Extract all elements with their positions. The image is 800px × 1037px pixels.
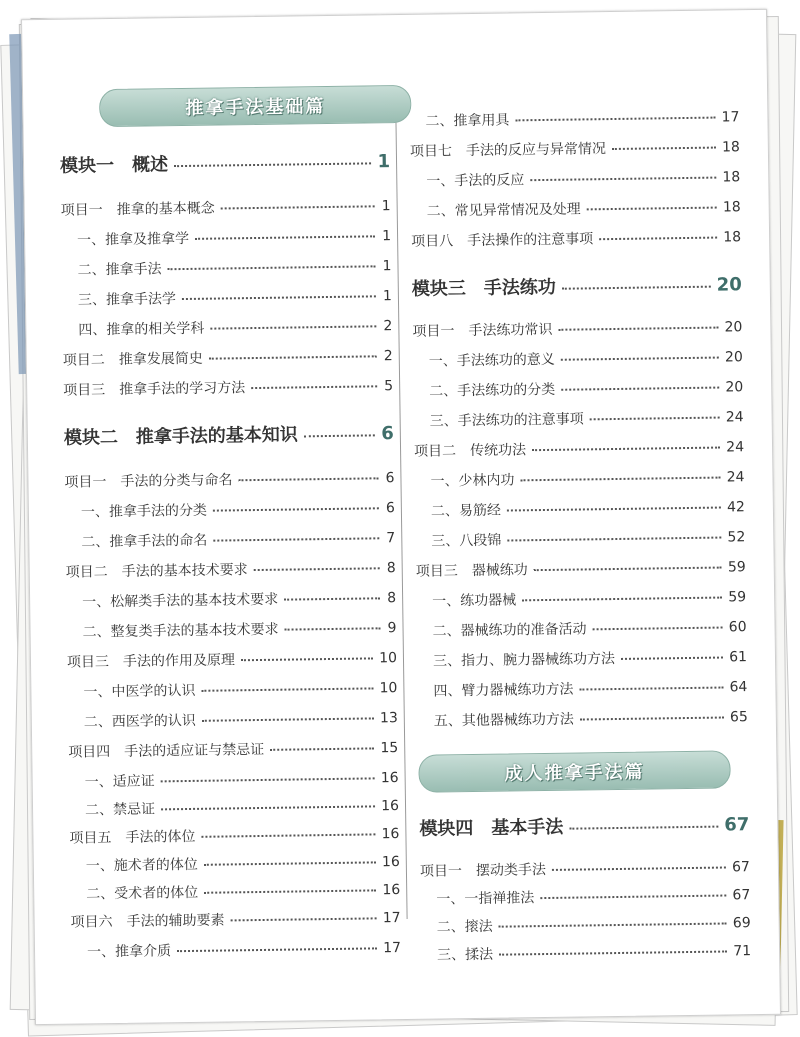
- toc-label: 二、常见异常情况及处理: [426, 201, 581, 220]
- toc-page-number: 52: [727, 529, 746, 546]
- toc-label: 项目三 器械练功: [415, 562, 528, 580]
- toc-page-number: 60: [728, 619, 747, 636]
- toc-item[interactable]: [85, 767, 399, 791]
- toc-page-number: 1: [382, 258, 392, 275]
- toc-item[interactable]: [431, 526, 745, 550]
- toc-label: 模块一 概述: [59, 154, 169, 177]
- toc-label: 二、受术者的体位: [86, 884, 199, 903]
- leader-dots: [562, 285, 711, 290]
- toc-label: 二、器械练功的准备活动: [432, 621, 587, 640]
- toc-page-number: 8: [386, 560, 396, 577]
- leader-dots: [202, 716, 374, 721]
- toc-item[interactable]: [430, 466, 744, 490]
- toc-page-number: 1: [377, 151, 391, 173]
- toc-label: 项目二 推拿发展简史: [62, 350, 203, 369]
- toc-label: 二、整复类手法的基本技术要求: [82, 621, 279, 641]
- leader-dots: [534, 566, 722, 572]
- toc-page-number: 17: [721, 109, 740, 126]
- toc-page-number: 67: [731, 859, 751, 876]
- toc-label: 项目一 摆动类手法: [419, 862, 547, 880]
- toc-project[interactable]: [64, 467, 394, 492]
- section-banner: 成人推拿手法篇: [418, 750, 731, 792]
- leader-dots: [177, 946, 377, 952]
- toc-label: 一、松解类手法的基本技术要求: [82, 591, 279, 611]
- toc-page-number: 10: [379, 680, 398, 697]
- toc-label: 模块四 基本手法: [419, 816, 564, 840]
- leader-dots: [587, 206, 717, 211]
- toc-label: 二、推拿手法: [77, 261, 162, 279]
- toc-page-number: 59: [727, 559, 746, 576]
- toc-page-number: 65: [729, 709, 748, 726]
- leader-dots: [161, 804, 375, 810]
- toc-page-number: 16: [381, 854, 400, 871]
- toc-item[interactable]: [83, 677, 397, 701]
- toc-project[interactable]: [61, 195, 391, 220]
- toc-item[interactable]: [77, 225, 391, 249]
- toc-left-column: [58, 15, 402, 1020]
- toc-item[interactable]: [429, 376, 743, 400]
- toc-item[interactable]: [78, 315, 392, 339]
- toc-project[interactable]: [414, 436, 744, 461]
- toc-page-number: 69: [732, 915, 751, 932]
- toc-page-number: 6: [381, 423, 394, 445]
- toc-project[interactable]: [63, 345, 393, 370]
- toc-page-number: 20: [716, 274, 742, 296]
- toc-item[interactable]: [431, 496, 745, 520]
- toc-module[interactable]: [60, 147, 390, 178]
- toc-page-number: 7: [386, 530, 396, 547]
- toc-page-number: 13: [379, 710, 398, 727]
- toc-module[interactable]: [419, 810, 749, 841]
- toc-label: 一、施术者的体位: [85, 856, 198, 875]
- toc-label: 五、其他器械练功方法: [433, 711, 574, 730]
- toc-page-number: 18: [721, 139, 740, 156]
- toc-label: 一、推拿手法的分类: [80, 502, 208, 521]
- toc-page-number: 6: [385, 470, 395, 487]
- toc-page-number: 71: [733, 943, 752, 960]
- toc-item[interactable]: [78, 285, 392, 309]
- leader-dots: [251, 384, 377, 389]
- toc-label: 项目七 手法的反应与异常情况: [409, 141, 606, 160]
- leader-dots: [195, 234, 375, 240]
- toc-item[interactable]: [434, 706, 748, 730]
- toc-page-number: 16: [381, 798, 400, 815]
- toc-label: 项目二 传统功法: [413, 442, 527, 460]
- toc-label: 项目四 手法的适应证与禁忌证: [68, 741, 265, 761]
- toc-label: 一、中医学的认识: [83, 682, 196, 701]
- toc-item[interactable]: [86, 851, 400, 875]
- toc-label: 项目一 推拿的基本概念: [60, 200, 215, 219]
- leader-dots: [238, 476, 378, 481]
- toc-page-number: 10: [379, 650, 398, 667]
- toc-label: 二、㨰法: [436, 918, 493, 936]
- leader-dots: [204, 860, 376, 865]
- toc-item[interactable]: [437, 912, 751, 936]
- leader-dots: [167, 264, 375, 270]
- toc-item[interactable]: [433, 646, 747, 670]
- toc-page-number: 15: [380, 740, 399, 757]
- toc-page-number: 20: [724, 349, 743, 366]
- toc-page-number: 1: [382, 228, 392, 245]
- leader-dots: [209, 354, 377, 359]
- toc-item[interactable]: [85, 795, 399, 819]
- leader-dots: [579, 686, 723, 691]
- toc-page-number: 67: [732, 887, 751, 904]
- toc-item[interactable]: [87, 937, 401, 961]
- toc-page-number: 5: [384, 378, 394, 395]
- toc-item[interactable]: [84, 707, 398, 731]
- toc-label: 一、一指禅推法: [436, 890, 535, 908]
- toc-page-number: 18: [723, 229, 742, 246]
- toc-project[interactable]: [420, 856, 750, 881]
- leader-dots: [522, 596, 722, 602]
- toc-page-number: 24: [726, 469, 745, 486]
- leader-dots: [174, 161, 371, 167]
- toc-item[interactable]: [432, 616, 746, 640]
- toc-label: 二、西医学的认识: [83, 712, 196, 731]
- leader-dots: [558, 326, 718, 331]
- toc-page-number: 59: [728, 589, 747, 606]
- leader-dots: [210, 324, 376, 329]
- toc-page-number: 42: [726, 499, 746, 516]
- toc-label: 一、练功器械: [432, 592, 517, 610]
- toc-label: 二、推拿手法的命名: [81, 532, 208, 551]
- leader-dots: [593, 626, 723, 631]
- toc-page-number: 16: [382, 882, 401, 899]
- toc-item[interactable]: [81, 527, 395, 551]
- toc-label: 四、推拿的相关学科: [78, 320, 205, 339]
- leader-dots: [561, 386, 719, 391]
- toc-page-number: 20: [725, 379, 744, 396]
- toc-label: 一、手法练功的意义: [428, 351, 555, 370]
- leader-dots: [284, 596, 380, 600]
- toc-project[interactable]: [70, 907, 400, 932]
- toc-label: 项目五 手法的体位: [69, 828, 196, 847]
- leader-dots: [304, 433, 376, 437]
- toc-label: 模块三 手法练功: [411, 276, 556, 300]
- toc-label: 模块二 推拿手法的基本知识: [63, 424, 298, 449]
- toc-page-number: 24: [726, 439, 745, 456]
- toc-project[interactable]: [411, 226, 741, 251]
- toc-page-number: 17: [383, 940, 402, 957]
- leader-dots: [241, 656, 373, 661]
- leader-dots: [540, 893, 726, 899]
- leader-dots: [552, 865, 726, 870]
- section-banner: 推拿手法基础篇: [99, 85, 412, 127]
- leader-dots: [507, 536, 721, 542]
- toc-item[interactable]: [427, 196, 741, 220]
- toc-module[interactable]: [412, 270, 742, 301]
- toc-label: 一、手法的反应: [426, 172, 525, 190]
- toc-project[interactable]: [63, 375, 393, 400]
- toc-page-number: 1: [381, 198, 391, 215]
- toc-page-number: 2: [383, 318, 393, 335]
- leader-dots: [285, 626, 381, 630]
- toc-project[interactable]: [67, 647, 397, 672]
- leader-dots: [520, 476, 720, 482]
- leader-dots: [270, 746, 374, 750]
- leader-dots: [213, 536, 379, 541]
- toc-item[interactable]: [433, 676, 747, 700]
- leader-dots: [530, 176, 716, 182]
- toc-page-number: 20: [724, 319, 743, 336]
- toc-project[interactable]: [68, 737, 398, 762]
- leader-dots: [161, 776, 375, 782]
- leader-dots: [507, 506, 721, 512]
- leader-dots: [499, 921, 727, 927]
- toc-label: 二、推拿用具: [425, 112, 510, 130]
- toc-page-number: 61: [729, 649, 748, 666]
- toc-label: 三、指力、腕力器械练功方法: [432, 651, 616, 670]
- toc-label: 二、手法练功的分类: [429, 381, 556, 400]
- toc-label: 项目三 推拿手法的学习方法: [63, 380, 246, 399]
- toc-label: 二、易筋经: [430, 502, 502, 520]
- toc-label: 项目一 手法练功常识: [412, 321, 553, 340]
- toc-right-column: [408, 10, 752, 1015]
- toc-page-number: 18: [722, 169, 741, 186]
- leader-dots: [612, 146, 716, 150]
- toc-label: 一、适应证: [84, 773, 155, 791]
- toc-project[interactable]: [66, 557, 396, 582]
- leader-dots: [569, 825, 718, 830]
- toc-item[interactable]: [82, 617, 396, 641]
- leader-dots: [213, 506, 379, 511]
- leader-dots: [201, 832, 375, 837]
- leader-dots: [204, 888, 376, 893]
- toc-page-number: 64: [729, 679, 748, 696]
- toc-label: 项目二 手法的基本技术要求: [65, 562, 248, 581]
- toc-label: 三、手法练功的注意事项: [429, 411, 584, 430]
- toc-project[interactable]: [69, 823, 399, 848]
- toc-label: 三、推拿手法学: [77, 291, 177, 309]
- leader-dots: [599, 236, 717, 241]
- toc-item[interactable]: [430, 406, 744, 430]
- toc-label: 一、少林内功: [430, 472, 515, 490]
- toc-label: 项目一 手法的分类与命名: [64, 472, 233, 491]
- toc-project[interactable]: [416, 556, 746, 581]
- toc-item[interactable]: [81, 497, 395, 521]
- toc-project[interactable]: [412, 316, 742, 341]
- toc-label: 一、推拿介质: [86, 943, 172, 961]
- leader-dots: [580, 716, 724, 721]
- toc-module[interactable]: [64, 419, 394, 450]
- toc-item[interactable]: [429, 346, 743, 370]
- leader-dots: [621, 656, 723, 660]
- toc-label: 项目三 手法的作用及原理: [66, 652, 236, 671]
- toc-item[interactable]: [86, 879, 400, 903]
- toc-label: 项目六 手法的辅助要素: [70, 912, 225, 931]
- leader-dots: [254, 566, 380, 571]
- toc-item[interactable]: [425, 106, 739, 130]
- toc-label: 三、揉法: [437, 946, 494, 964]
- toc-item[interactable]: [82, 587, 396, 611]
- toc-page-number: 9: [387, 620, 397, 637]
- toc-item[interactable]: [77, 255, 391, 279]
- leader-dots: [182, 294, 376, 300]
- toc-page-number: 24: [725, 409, 744, 426]
- toc-page-number: 6: [385, 500, 395, 517]
- toc-page-number: 16: [381, 826, 400, 843]
- toc-page-number: 67: [724, 814, 750, 836]
- toc-project[interactable]: [410, 136, 740, 161]
- toc-page-number: 18: [722, 199, 741, 216]
- leader-dots: [515, 116, 715, 122]
- toc-page-number: 1: [382, 288, 393, 305]
- leader-dots: [499, 949, 727, 955]
- toc-label: 项目八 手法操作的注意事项: [411, 231, 594, 250]
- toc-page-number: 16: [380, 770, 399, 787]
- toc-page-number: 2: [383, 348, 393, 365]
- toc-item[interactable]: [436, 884, 750, 908]
- toc-label: 四、臂力器械练功方法: [433, 681, 574, 700]
- toc-item[interactable]: [437, 940, 751, 964]
- toc-page: [21, 9, 781, 1025]
- toc-item[interactable]: [432, 586, 746, 610]
- leader-dots: [231, 916, 377, 921]
- toc-page-number: 17: [382, 910, 401, 927]
- leader-dots: [532, 446, 720, 452]
- leader-dots: [201, 686, 373, 691]
- toc-label: 二、禁忌证: [84, 801, 156, 819]
- toc-page-number: 8: [387, 590, 397, 607]
- leader-dots: [221, 204, 375, 209]
- toc-item[interactable]: [426, 166, 740, 190]
- leader-dots: [590, 416, 720, 421]
- toc-label: 三、八段锦: [431, 532, 502, 550]
- leader-dots: [561, 356, 719, 361]
- toc-label: 一、推拿及推拿学: [76, 230, 190, 249]
